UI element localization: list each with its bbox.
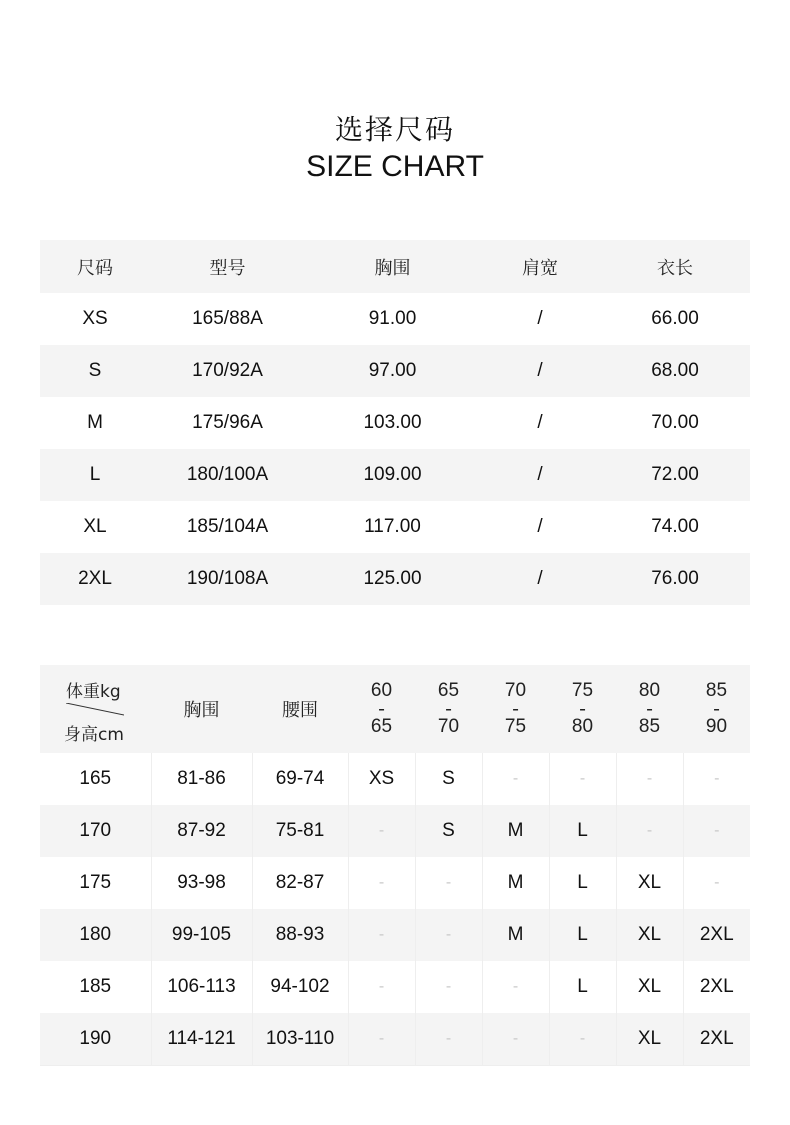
page-title-chinese: 选择尺码 bbox=[334, 113, 455, 146]
table-cell: 2XL bbox=[683, 1013, 750, 1066]
table-cell: 175/96A bbox=[192, 412, 263, 433]
table-cell: / bbox=[537, 308, 543, 329]
table-cell: 81-86 bbox=[151, 753, 252, 805]
table-cell: 180/100A bbox=[150, 449, 305, 501]
table-cell: - bbox=[348, 909, 415, 961]
table-cell: 185/104A bbox=[186, 516, 269, 537]
table-cell: - bbox=[714, 874, 720, 891]
table-cell: 125.00 bbox=[305, 553, 480, 605]
table-cell: 74.00 bbox=[651, 516, 699, 537]
table-cell: - bbox=[348, 805, 415, 857]
table-cell: S bbox=[415, 753, 482, 805]
fit-row bbox=[40, 961, 750, 1013]
header-weight-range: 80 - 85 bbox=[616, 665, 683, 753]
table-cell: 106-113 bbox=[151, 961, 252, 1013]
table-cell: 68.00 bbox=[600, 345, 750, 397]
table-cell: 87-92 bbox=[151, 805, 252, 857]
table-cell: 69-74 bbox=[252, 753, 348, 805]
fit-table bbox=[40, 665, 750, 1066]
size-row bbox=[40, 553, 750, 605]
table-cell: - bbox=[348, 857, 415, 909]
table-cell: 94-102 bbox=[252, 961, 348, 1013]
corner-height-label: 身高cm bbox=[64, 725, 124, 745]
table-cell: 180 bbox=[40, 909, 151, 961]
table-cell: XS bbox=[348, 753, 415, 805]
header-weight-range: 75 - 80 bbox=[549, 665, 616, 753]
table-cell: 103-110 bbox=[252, 1013, 348, 1066]
table-cell: 2XL bbox=[683, 909, 750, 961]
table-cell: - bbox=[482, 961, 549, 1013]
table-cell: 190 bbox=[40, 1013, 151, 1066]
table-cell: L bbox=[40, 449, 150, 501]
corner-weight-label: 体重kg bbox=[66, 682, 121, 702]
size-row bbox=[40, 345, 750, 397]
table-cell: - bbox=[415, 1013, 482, 1066]
table-cell: 76.00 bbox=[600, 553, 750, 605]
size-row bbox=[40, 293, 750, 345]
table-cell: 2XL bbox=[699, 976, 734, 997]
table-cell: - bbox=[482, 753, 549, 805]
table-cell: - bbox=[415, 909, 482, 961]
table-cell: L bbox=[549, 805, 616, 857]
table-cell: 75-81 bbox=[252, 805, 348, 857]
table-cell: XL bbox=[616, 961, 683, 1013]
table-cell: XL bbox=[83, 516, 107, 537]
table-cell: - bbox=[714, 770, 720, 787]
table-cell: XL bbox=[616, 857, 683, 909]
fit-row bbox=[40, 1013, 750, 1066]
table-cell: / bbox=[480, 345, 600, 397]
table-cell: - bbox=[415, 961, 482, 1013]
size-table bbox=[40, 240, 750, 605]
fit-row bbox=[40, 805, 750, 857]
table-cell: - bbox=[549, 1013, 616, 1066]
table-cell: XL bbox=[616, 909, 683, 961]
table-cell: - bbox=[616, 805, 683, 857]
table-cell: 70.00 bbox=[651, 412, 699, 433]
table-cell: - bbox=[348, 1013, 415, 1066]
header-waist: 腰围 bbox=[252, 665, 348, 753]
fit-table-header bbox=[40, 665, 750, 753]
header-shoulder: 肩宽 bbox=[480, 240, 600, 293]
table-cell: 165/88A bbox=[192, 308, 263, 329]
size-row bbox=[40, 397, 750, 449]
header-chest: 胸围 bbox=[305, 240, 480, 293]
table-cell: 2XL bbox=[40, 553, 150, 605]
table-cell: 109.00 bbox=[305, 449, 480, 501]
table-cell: 91.00 bbox=[368, 308, 417, 329]
table-cell: 103.00 bbox=[363, 412, 422, 433]
header-chest: 胸围 bbox=[151, 665, 252, 753]
table-cell: XS bbox=[82, 308, 108, 329]
table-cell: 185 bbox=[40, 961, 151, 1013]
table-cell: 165 bbox=[40, 753, 151, 805]
table-cell: 82-87 bbox=[252, 857, 348, 909]
table-cell: / bbox=[537, 516, 543, 537]
table-cell: 114-121 bbox=[151, 1013, 252, 1066]
table-cell: - bbox=[683, 805, 750, 857]
header-model: 型号 bbox=[150, 240, 305, 293]
table-cell: - bbox=[482, 1013, 549, 1066]
table-cell: L bbox=[549, 909, 616, 961]
page-title-english: SIZE CHART bbox=[306, 150, 484, 183]
table-cell: - bbox=[616, 753, 683, 805]
fit-row bbox=[40, 857, 750, 909]
table-cell: S bbox=[415, 805, 482, 857]
table-cell: / bbox=[480, 449, 600, 501]
table-cell: S bbox=[40, 345, 150, 397]
size-table-header bbox=[40, 240, 750, 293]
table-cell: 88-93 bbox=[252, 909, 348, 961]
fit-row bbox=[40, 909, 750, 961]
table-cell: M bbox=[482, 857, 549, 909]
table-cell: 190/108A bbox=[150, 553, 305, 605]
table-cell: 72.00 bbox=[600, 449, 750, 501]
table-cell: M bbox=[482, 805, 549, 857]
fit-row bbox=[40, 753, 750, 805]
header-weight-range: 65 - 70 bbox=[415, 665, 482, 753]
table-cell: - bbox=[549, 753, 616, 805]
table-cell: M bbox=[87, 412, 103, 433]
table-cell: / bbox=[537, 412, 543, 433]
diagonal-divider-icon bbox=[66, 703, 124, 717]
table-cell: 97.00 bbox=[305, 345, 480, 397]
table-cell: 170/92A bbox=[150, 345, 305, 397]
table-cell: 93-98 bbox=[151, 857, 252, 909]
table-cell: L bbox=[549, 961, 616, 1013]
table-cell: 117.00 bbox=[364, 516, 421, 537]
header-weight-range: 60 - 65 bbox=[348, 665, 415, 753]
header-weight-range: 70 - 75 bbox=[482, 665, 549, 753]
header-weight-range: 85 - 90 bbox=[683, 665, 750, 753]
table-cell: XL bbox=[616, 1013, 683, 1066]
table-cell: M bbox=[482, 909, 549, 961]
table-cell: L bbox=[549, 857, 616, 909]
table-cell: 175 bbox=[40, 857, 151, 909]
size-row bbox=[40, 501, 750, 553]
table-cell: 66.00 bbox=[651, 308, 699, 329]
size-row bbox=[40, 449, 750, 501]
header-size: 尺码 bbox=[40, 240, 150, 293]
table-cell: - bbox=[348, 961, 415, 1013]
table-cell: - bbox=[415, 857, 482, 909]
table-cell: / bbox=[480, 553, 600, 605]
header-length: 衣长 bbox=[600, 240, 750, 293]
table-cell: 170 bbox=[40, 805, 151, 857]
table-cell: 99-105 bbox=[151, 909, 252, 961]
corner-header bbox=[40, 665, 151, 753]
